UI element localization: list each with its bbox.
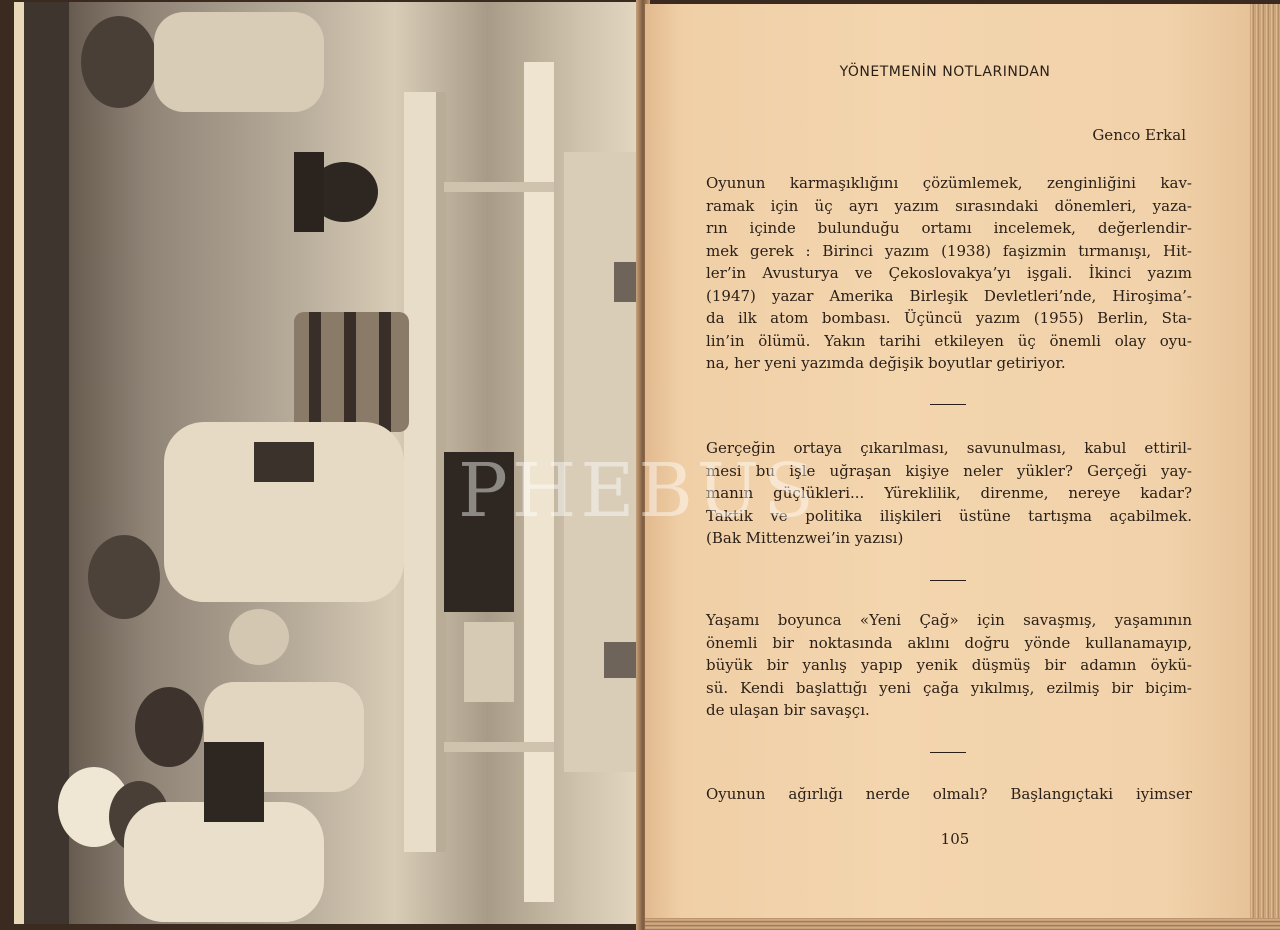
chapter-heading: YÖNETMENİN NOTLARINDAN <box>839 64 1051 80</box>
paragraph-line: (1947) yazar Amerika Birleşik Devletleri’nde, Hiroşima’- <box>706 286 1192 305</box>
paragraph-line: de ulaşan bir savaşçı. <box>706 701 870 719</box>
paragraph-line: lin’in ölümü. Yakın tarihi etkileyen üç önemli olay oyu- <box>706 331 1192 350</box>
paragraph-line: büyük bir yanlış yapıp yenik düşmüş bir adamın öykü- <box>706 656 1192 674</box>
page-edges <box>1250 4 1280 926</box>
paragraph-line: (Bak Mittenzwei’in yazısı) <box>706 529 904 547</box>
paragraph-4 <box>706 783 1192 806</box>
section-divider <box>930 404 966 405</box>
paragraph-line: Yaşamı boyunca «Yeni Çağ» için savaşmış, yaşamının <box>706 611 1192 629</box>
paragraph-line: mek gerek : Birinci yazım (1938) faşizmin tırmanışı, Hit- <box>706 241 1192 260</box>
paragraph-line: da ilk atom bombası. Üçüncü yazım (1955) Berlin, Sta- <box>706 309 1192 327</box>
paragraph-line: Taktik ve politika ilişkileri üstüne tartışma açabilmek. <box>706 506 1192 525</box>
paragraph-line: Oyunun karmaşıklığını çözümlemek, zenginliğini kav- <box>706 174 1192 192</box>
section-divider <box>930 752 966 753</box>
paragraph-line: mesi bu işle uğraşan kişiye neler yükler? Gerçeği yay- <box>706 461 1192 480</box>
paragraph-line: Gerçeğin ortaya çıkarılması, savunulması, kabul ettiril- <box>706 439 1192 457</box>
paragraph-line: rın içinde bulunduğu ortamı incelemek, değerlendir- <box>706 219 1192 237</box>
section-divider <box>930 580 966 581</box>
paragraph-line: ramak için üç ayrı yazım sırasındaki dönemleri, yaza- <box>706 196 1192 215</box>
paragraph-line: manın güçlükleri... Yüreklilik, direnme, nereye kadar? <box>706 484 1192 502</box>
watermark: PHEBUS <box>458 448 818 534</box>
paragraph-line: önemli bir noktasında aklını doğru yönde kullanamayıp, <box>706 633 1192 652</box>
paragraph-1 <box>706 172 1192 375</box>
page-number: 105 <box>940 830 970 848</box>
paragraph-line: na, her yeni yazımda değişik boyutlar getiriyor. <box>706 354 1066 372</box>
author-name: Genco Erkal <box>1092 126 1186 144</box>
paragraph-line: Oyunun ağırlığı nerde olmalı? Başlangıçtaki iyimser <box>706 785 1192 803</box>
bottom-page-edges <box>645 918 1280 930</box>
paragraph-line: sü. Kendi başlattığı yeni çağa yıkılmış, ezilmiş bir biçim- <box>706 678 1192 697</box>
paragraph-line: ler’in Avusturya ve Çekoslovakya’yı işgali. İkinci yazım <box>706 264 1192 282</box>
paragraph-3 <box>706 609 1192 722</box>
